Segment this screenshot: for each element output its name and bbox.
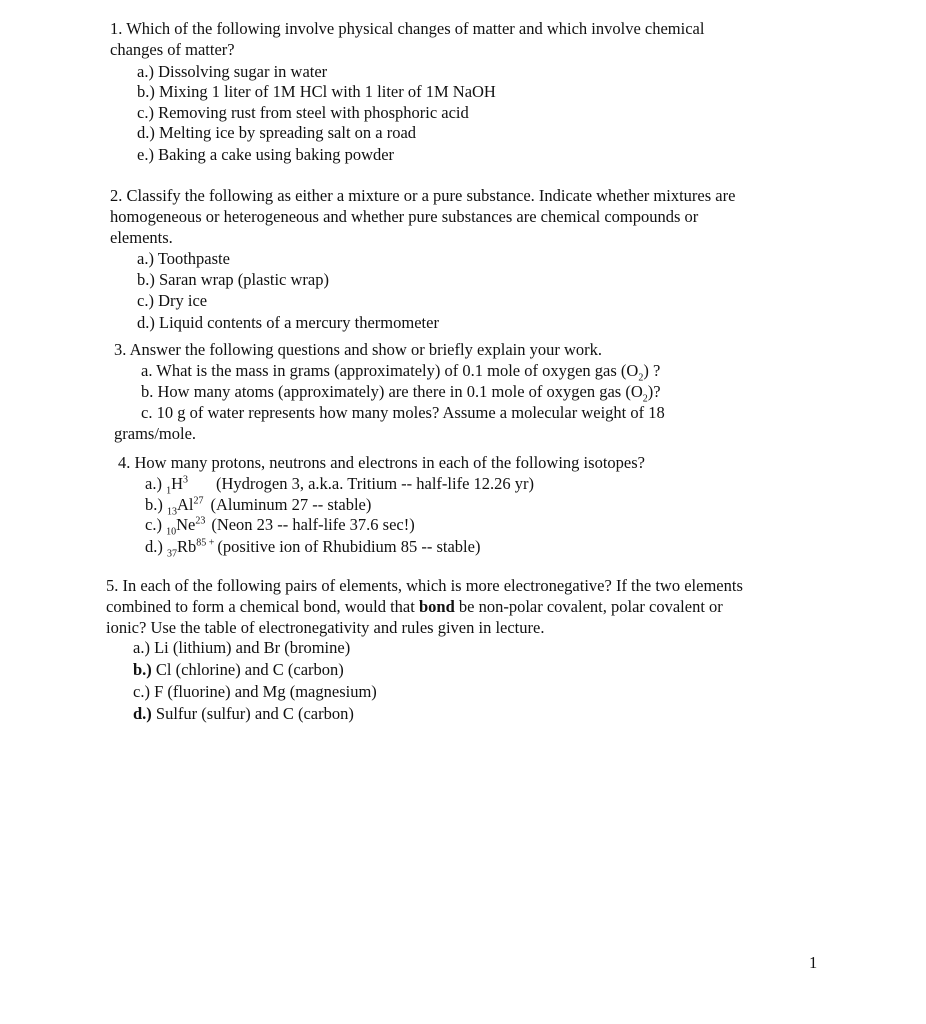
- list-item: [141, 403, 665, 423]
- mass-number: 27: [193, 495, 204, 507]
- item-text: ) ?: [643, 361, 661, 380]
- item-text: )?: [647, 382, 661, 401]
- item-text: Sulfur (sulfur) and C (carbon): [151, 704, 354, 723]
- element-symbol: Rb: [177, 537, 197, 556]
- question-text: 5. In each of the following pairs of elements, which is more electronegative? If the two elements: [106, 576, 743, 595]
- subscript: 2: [638, 372, 644, 384]
- isotope-item: [145, 495, 372, 518]
- question-text: changes of matter?: [110, 40, 235, 59]
- page-number: 1: [809, 953, 818, 972]
- item-label: b.): [145, 495, 167, 514]
- item-label: b.): [133, 660, 152, 679]
- atomic-number: 37: [167, 548, 177, 560]
- text-span: be non-polar covalent, polar covalent or: [454, 597, 723, 616]
- mass-number: 3: [183, 474, 188, 486]
- question-text: 1. Which of the following involve physical changes of matter and which involve chemical: [110, 19, 705, 38]
- list-item: a.) Toothpaste: [137, 249, 230, 268]
- isotope-item: [145, 537, 481, 560]
- item-text: Li (lithium) and Br (bromine): [149, 638, 351, 657]
- isotope-description: (Aluminum 27 -- stable): [210, 495, 372, 514]
- list-item: [133, 682, 377, 702]
- isotope-description: (positive ion of Rhubidium 85 -- stable): [217, 537, 481, 556]
- isotope-description: (Neon 23 -- half-life 37.6 sec!): [211, 515, 415, 534]
- item-text: a. What is the mass in grams (approximately) of 0.1 mole of oxygen gas (O: [141, 361, 639, 380]
- list-item: c.) Dry ice: [137, 291, 208, 310]
- question-text: [106, 597, 723, 617]
- list-item: [133, 704, 354, 724]
- item-text: Cl (chlorine) and C (carbon): [151, 660, 344, 679]
- list-item: [133, 638, 350, 658]
- question-text: 4. How many protons, neutrons and electrons in each of the following isotopes?: [118, 453, 645, 472]
- atomic-number: 1: [166, 485, 172, 497]
- question-text: homogeneous or heterogeneous and whether pure substances are chemical compounds or: [110, 207, 699, 226]
- question-text: elements.: [110, 228, 173, 247]
- item-label: c.): [133, 682, 150, 701]
- list-item: d.) Melting ice by spreading salt on a road: [137, 123, 417, 142]
- atomic-number: 10: [166, 526, 177, 538]
- list-item: [133, 660, 344, 680]
- item-text: c. 10 g of water represents how many moles? Assume a molecular weight of 18: [141, 403, 665, 422]
- text-span: combined to form a chemical bond, would that: [106, 597, 419, 616]
- list-item: [141, 361, 661, 384]
- item-label: d.): [145, 537, 167, 556]
- element-symbol: H: [171, 474, 183, 493]
- element-symbol: Al: [177, 495, 194, 514]
- list-item: b.) Saran wrap (plastic wrap): [137, 270, 329, 289]
- list-item: c.) Removing rust from steel with phosphoric acid: [137, 103, 469, 122]
- item-label: d.): [133, 704, 152, 723]
- element-symbol: Ne: [176, 515, 196, 534]
- item-label: a.): [145, 474, 167, 493]
- item-text: F (fluorine) and Mg (magnesium): [149, 682, 377, 701]
- subscript: 2: [642, 393, 648, 405]
- question-text: ionic? Use the table of electronegativity and rules given in lecture.: [106, 618, 545, 637]
- isotope-item: [145, 474, 535, 497]
- item-text: b. How many atoms (approximately) are there in 0.1 mole of oxygen gas (O: [141, 382, 643, 401]
- bold-text: bond: [418, 597, 455, 616]
- list-item: [141, 382, 661, 405]
- list-item: e.) Baking a cake using baking powder: [137, 145, 395, 164]
- question-text: 2. Classify the following as either a mixture or a pure substance. Indicate whether mixtures are: [110, 186, 736, 205]
- question-text: grams/mole.: [114, 424, 197, 443]
- mass-number: 85 +: [196, 537, 215, 549]
- item-label: a.): [133, 638, 150, 657]
- atomic-number: 13: [167, 506, 177, 518]
- isotope-item: [145, 515, 415, 538]
- list-item: b.) Mixing 1 liter of 1M HCl with 1 liter of 1M NaOH: [137, 82, 496, 101]
- isotope-description: (Hydrogen 3, a.k.a. Tritium -- half-life 12.26 yr): [216, 474, 535, 493]
- mass-number: 23: [195, 515, 206, 527]
- list-item: d.) Liquid contents of a mercury thermometer: [137, 313, 439, 332]
- question-text: 3. Answer the following questions and show or briefly explain your work.: [114, 340, 603, 359]
- list-item: a.) Dissolving sugar in water: [137, 62, 328, 81]
- item-label: c.): [145, 515, 167, 534]
